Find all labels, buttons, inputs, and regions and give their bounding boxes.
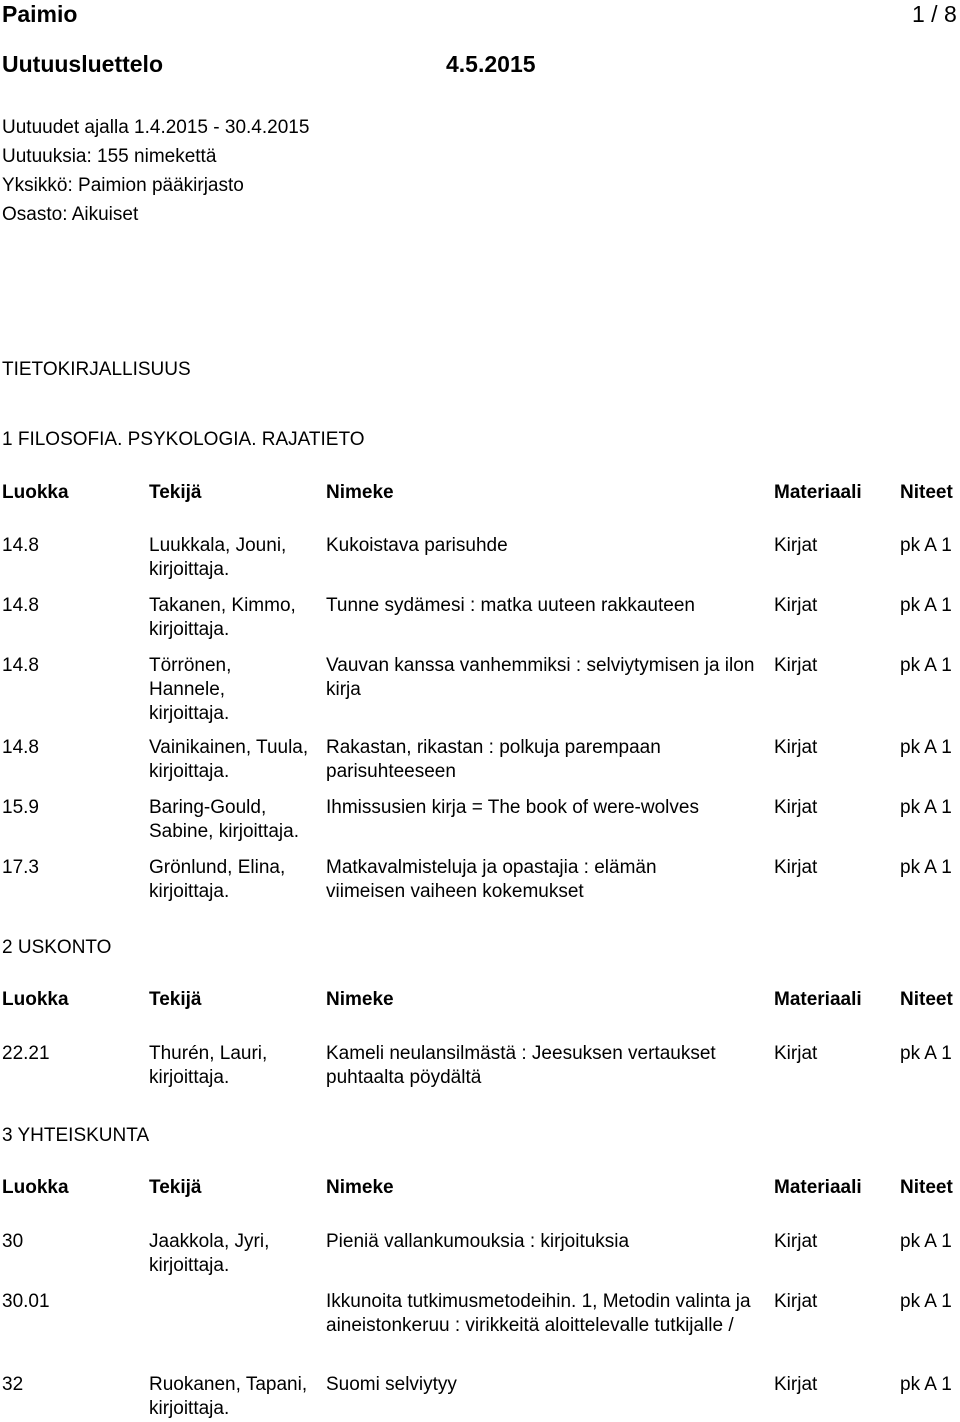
cell-luokka: 17.3 xyxy=(2,857,39,878)
cell-materiaali: Kirjat xyxy=(774,797,818,818)
col-nimeke: Nimeke xyxy=(326,1177,394,1198)
cell-materiaali: Kirjat xyxy=(774,1231,818,1252)
cell-niteet: pk A 1 xyxy=(900,655,952,676)
cell-luokka: 14.8 xyxy=(2,595,39,616)
cell-niteet: pk A 1 xyxy=(900,737,952,758)
cell-nimeke: Rakastan, rikastan : polkuja parempaan parisuhteeseen xyxy=(326,737,661,782)
cell-nimeke: Ihmissusien kirja = The book of were-wolves xyxy=(326,797,699,818)
col-tekija: Tekijä xyxy=(149,482,202,503)
cell-niteet: pk A 1 xyxy=(900,595,952,616)
cell-nimeke: Vauvan kanssa vanhemmiksi : selviytymisen ja ilon kirja xyxy=(326,655,755,700)
cell-niteet: pk A 1 xyxy=(900,1043,952,1064)
cell-tekija: Thurén, Lauri, kirjoittaja. xyxy=(149,1043,268,1088)
section-heading: 2 USKONTO xyxy=(2,937,112,958)
cell-luokka: 14.8 xyxy=(2,535,39,556)
list-date: 4.5.2015 xyxy=(446,51,536,77)
cell-luokka: 30.01 xyxy=(2,1291,50,1312)
col-nimeke: Nimeke xyxy=(326,482,394,503)
cell-luokka: 22.21 xyxy=(2,1043,50,1064)
cell-materiaali: Kirjat xyxy=(774,1374,818,1395)
cell-niteet: pk A 1 xyxy=(900,1374,952,1395)
cell-nimeke: Kukoistava parisuhde xyxy=(326,535,508,556)
cell-nimeke: Matkavalmisteluja ja opastajia : elämän viimeisen vaiheen kokemukset xyxy=(326,857,657,902)
col-niteet: Niteet xyxy=(900,482,953,503)
cell-tekija: Vainikainen, Tuula, kirjoittaja. xyxy=(149,737,309,782)
cell-tekija: Ruokanen, Tapani, kirjoittaja. xyxy=(149,1374,308,1419)
category-heading: TIETOKIRJALLISUUS xyxy=(2,359,191,380)
cell-luokka: 32 xyxy=(2,1374,24,1395)
cell-materiaali: Kirjat xyxy=(774,655,818,676)
cell-tekija: Takanen, Kimmo, kirjoittaja. xyxy=(149,595,296,640)
cell-materiaali: Kirjat xyxy=(774,1043,818,1064)
page-indicator: 1 / 8 xyxy=(912,1,957,27)
info-count: Uutuuksia: 155 nimekettä xyxy=(2,146,217,167)
info-period: Uutuudet ajalla 1.4.2015 - 30.4.2015 xyxy=(2,117,310,138)
cell-tekija: Baring-Gould, Sabine, kirjoittaja. xyxy=(149,797,299,842)
col-tekija: Tekijä xyxy=(149,989,202,1010)
list-title: Uutuusluettelo xyxy=(2,51,163,77)
cell-niteet: pk A 1 xyxy=(900,857,952,878)
col-luokka: Luokka xyxy=(2,989,69,1010)
cell-nimeke: Ikkunoita tutkimusmetodeihin. 1, Metodin valinta ja aineistonkeruu : virikkeitä aloittelevalle tutkijalle / xyxy=(326,1291,751,1336)
col-materiaali: Materiaali xyxy=(774,989,862,1010)
cell-niteet: pk A 1 xyxy=(900,1291,952,1312)
cell-tekija: Jaakkola, Jyri, kirjoittaja. xyxy=(149,1231,270,1276)
cell-materiaali: Kirjat xyxy=(774,857,818,878)
cell-niteet: pk A 1 xyxy=(900,535,952,556)
cell-luokka: 15.9 xyxy=(2,797,39,818)
cell-nimeke: Suomi selviytyy xyxy=(326,1374,457,1395)
cell-nimeke: Kameli neulansilmästä : Jeesuksen vertaukset puhtaalta pöydältä xyxy=(326,1043,716,1088)
cell-tekija: Törrönen, Hannele, kirjoittaja. xyxy=(149,655,232,724)
info-unit: Yksikkö: Paimion pääkirjasto xyxy=(2,175,244,196)
cell-materiaali: Kirjat xyxy=(774,535,818,556)
cell-niteet: pk A 1 xyxy=(900,1231,952,1252)
cell-tekija: Luukkala, Jouni, kirjoittaja. xyxy=(149,535,287,580)
col-luokka: Luokka xyxy=(2,482,69,503)
col-niteet: Niteet xyxy=(900,1177,953,1198)
col-niteet: Niteet xyxy=(900,989,953,1010)
col-nimeke: Nimeke xyxy=(326,989,394,1010)
col-tekija: Tekijä xyxy=(149,1177,202,1198)
section-heading: 1 FILOSOFIA. PSYKOLOGIA. RAJATIETO xyxy=(2,429,365,450)
cell-luokka: 14.8 xyxy=(2,737,39,758)
cell-luokka: 30 xyxy=(2,1231,24,1252)
cell-tekija: Grönlund, Elina, kirjoittaja. xyxy=(149,857,286,902)
cell-nimeke: Pieniä vallankumouksia : kirjoituksia xyxy=(326,1231,630,1252)
cell-materiaali: Kirjat xyxy=(774,737,818,758)
col-materiaali: Materiaali xyxy=(774,482,862,503)
cell-materiaali: Kirjat xyxy=(774,595,818,616)
site-name: Paimio xyxy=(2,1,78,27)
section-heading: 3 YHTEISKUNTA xyxy=(2,1125,150,1146)
cell-materiaali: Kirjat xyxy=(774,1291,818,1312)
cell-nimeke: Tunne sydämesi : matka uuteen rakkauteen xyxy=(326,595,695,616)
cell-niteet: pk A 1 xyxy=(900,797,952,818)
col-luokka: Luokka xyxy=(2,1177,69,1198)
cell-luokka: 14.8 xyxy=(2,655,39,676)
info-department: Osasto: Aikuiset xyxy=(2,204,139,225)
col-materiaali: Materiaali xyxy=(774,1177,862,1198)
